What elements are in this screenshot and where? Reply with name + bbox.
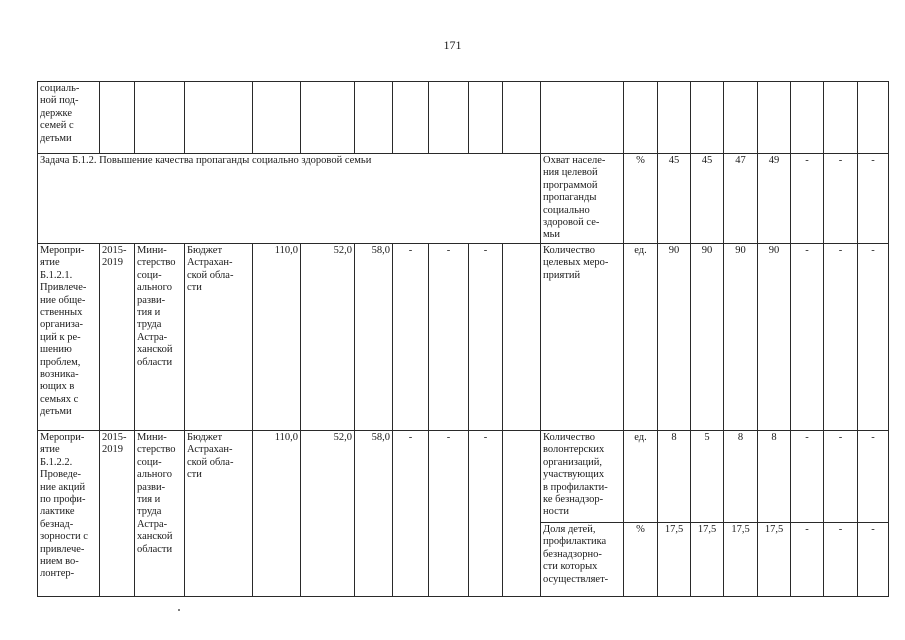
event-name: Меропри- ятие Б.1.2.2. Проведе- ние акций по профи- лактике безнад- зорности с привлече- нием во- лонтер-: [38, 431, 100, 597]
funding-year: -: [429, 244, 469, 431]
indicator-unit: %: [624, 154, 658, 244]
value-cell: 90: [658, 244, 691, 431]
value-cell: 45: [658, 154, 691, 244]
value-cell: 17,5: [658, 523, 691, 597]
value-cell: 49: [758, 154, 791, 244]
event-period: 2015- 2019: [100, 431, 135, 597]
value-cell: 17,5: [691, 523, 724, 597]
funding-year: -: [393, 244, 429, 431]
funding-year: 52,0: [301, 431, 355, 597]
value-cell: -: [858, 431, 889, 523]
value-cell: 8: [724, 431, 758, 523]
value-cell: -: [824, 154, 858, 244]
indicator-unit: %: [624, 523, 658, 597]
scan-speck: [178, 609, 180, 611]
event-period: 2015- 2019: [100, 244, 135, 431]
funding-year: -: [469, 431, 503, 597]
value-cell: 47: [724, 154, 758, 244]
value-cell: 17,5: [758, 523, 791, 597]
event-executor: Мини- стерство соци- ального разви- тия и труда Астра- ханской области: [135, 431, 185, 597]
value-cell: 90: [758, 244, 791, 431]
value-cell: -: [858, 523, 889, 597]
value-cell: -: [824, 431, 858, 523]
indicator-text: Количество целевых меро- приятий: [541, 244, 624, 431]
table-row-event-2: [38, 431, 889, 523]
funding-source: Бюджет Астрахан- ской обла- сти: [185, 431, 253, 597]
value-cell: -: [858, 244, 889, 431]
indicator-text: Количество волонтерских организаций, участвующих в профилакти- ке безнадзор- ности: [541, 431, 624, 523]
value-cell: 17,5: [724, 523, 758, 597]
indicator-unit: ед.: [624, 244, 658, 431]
indicator-text: Доля детей, профилактика безнадзорно- сти которых осуществляет-: [541, 523, 624, 597]
value-cell: 8: [658, 431, 691, 523]
funding-year: 58,0: [355, 431, 393, 597]
indicator-text: Охват населе- ния целевой программой пропаганды социально здоровой се- мьи: [541, 154, 624, 244]
funding-total: 110,0: [253, 244, 301, 431]
value-cell: 45: [691, 154, 724, 244]
indicator-unit: ед.: [624, 431, 658, 523]
funding-source: Бюджет Астрахан- ской обла- сти: [185, 244, 253, 431]
value-cell: -: [791, 431, 824, 523]
value-cell: -: [858, 154, 889, 244]
task-title: Задача Б.1.2. Повышение качества пропаганды социально здоровой семьи: [38, 154, 541, 244]
value-cell: 90: [691, 244, 724, 431]
funding-year: -: [469, 244, 503, 431]
value-cell: -: [791, 154, 824, 244]
event-name: Меропри- ятие Б.1.2.1. Привлече- ние обще- ственных организа- ций к ре- шению проблем, возника- ющих в семьях с детьми: [38, 244, 100, 431]
funding-year: 52,0: [301, 244, 355, 431]
value-cell: 8: [758, 431, 791, 523]
funding-year: -: [429, 431, 469, 597]
value-cell: 5: [691, 431, 724, 523]
event-executor: Мини- стерство соци- ального разви- тия и труда Астра- ханской области: [135, 244, 185, 431]
table-row-task: [38, 154, 889, 244]
value-cell: 90: [724, 244, 758, 431]
value-cell: -: [824, 244, 858, 431]
cell-continuation-text: социаль- ной под- держке семей с детьми: [38, 82, 100, 154]
program-table: [37, 81, 889, 597]
value-cell: -: [824, 523, 858, 597]
funding-year: 58,0: [355, 244, 393, 431]
value-cell: -: [791, 523, 824, 597]
value-cell: -: [791, 244, 824, 431]
table-row-continuation: [38, 82, 889, 154]
table-row-event-1: [38, 244, 889, 431]
funding-year: -: [393, 431, 429, 597]
funding-total: 110,0: [253, 431, 301, 597]
page-number: 171: [443, 38, 462, 52]
